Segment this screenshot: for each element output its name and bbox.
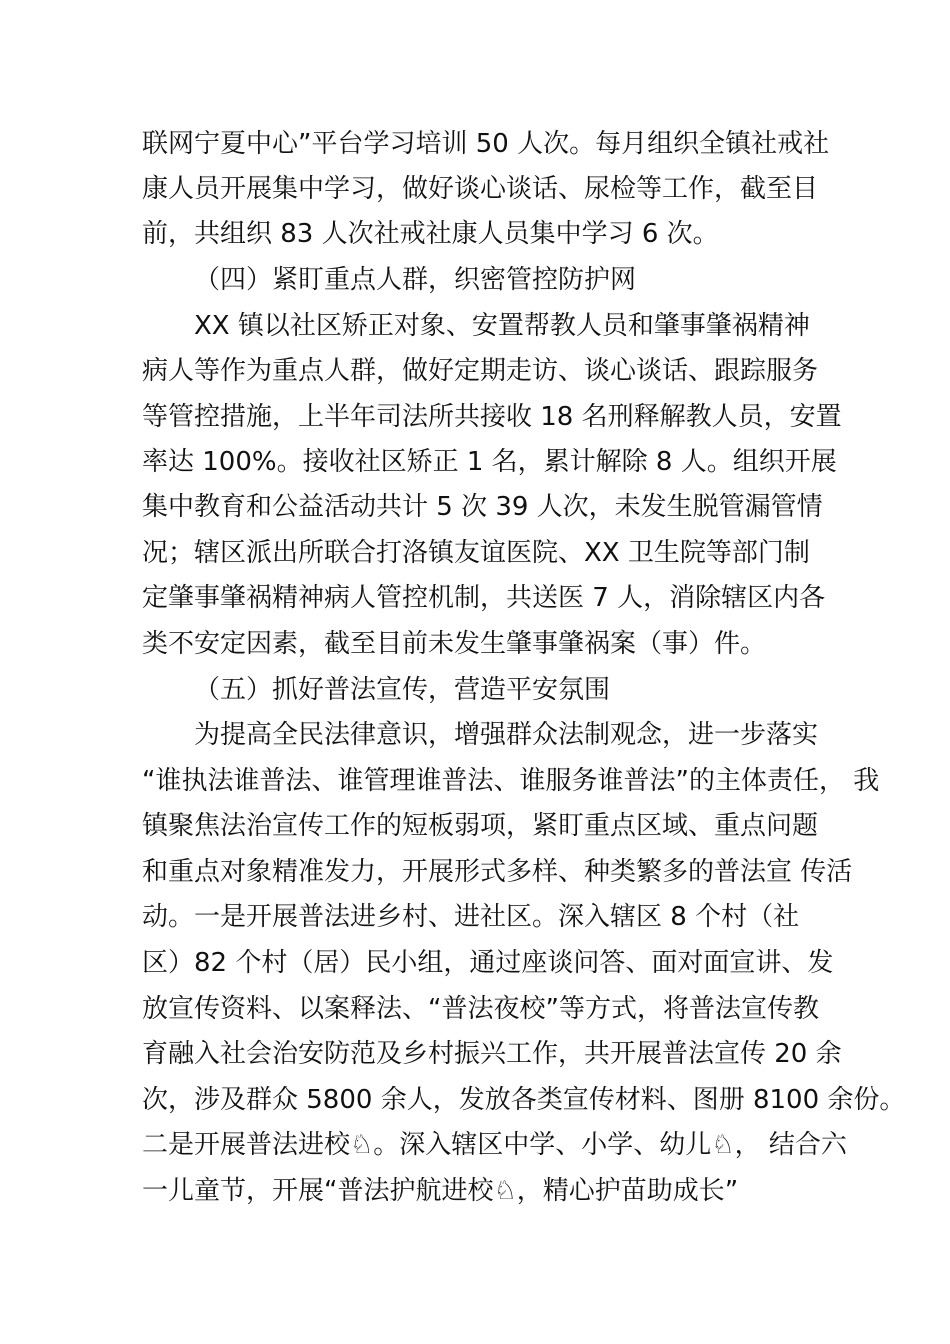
body-line: 为提高全民法律意识，增强群众法制观念，进一步落实 (194, 720, 819, 750)
body-line: 放宣传资料、以案释法、“普法夜校”等方式，将普法宣传教 (142, 994, 819, 1024)
body-line: 区）82 个村（居）民小组，通过座谈问答、面对面宣讲、发 (142, 948, 834, 978)
body-line: 况；辖区派出所联合打洛镇友谊医院、XX 卫生院等部门制 (142, 538, 810, 568)
body-line: 次，涉及群众 5800 余人，发放各类宣传材料、图册 8100 余份。 (142, 1085, 906, 1115)
body-line: XX 镇以社区矫正对象、安置帮教人员和肇事肇祸精神 (194, 311, 810, 341)
section-heading: （五）抓好普法宣传，营造平安氛围 (194, 675, 611, 705)
body-line: 率达 100%。接收社区矫正 1 名，累计解除 8 人。组织开展 (142, 447, 837, 477)
body-line: 前，共组织 83 人次社戒社康人员集中学习 6 次。 (142, 219, 719, 249)
body-line: 病人等作为重点人群，做好定期走访、谈心谈话、跟踪服务 (142, 356, 819, 386)
body-line: 康人员开展集中学习，做好谈心谈话、尿检等工作，截至目 (142, 174, 819, 204)
body-line: 镇聚焦法治宣传工作的短板弱项，紧盯重点区域、重点问题 (142, 811, 819, 841)
section-heading: （四）紧盯重点人群，织密管控防护网 (194, 265, 637, 295)
body-line: 二是开展普法进校♘。深入辖区中学、小学、幼儿♘， 结合六 (142, 1130, 847, 1160)
body-line: 等管控措施，上半年司法所共接收 18 名刑释解教人员，安置 (142, 402, 842, 432)
body-line: 类不安定因素，截至目前未发生肇事肇祸案（事）件。 (142, 629, 767, 659)
body-line: 动。一是开展普法进乡村、进社区。深入辖区 8 个村（社 (142, 902, 800, 932)
body-line: 一儿童节，开展“普法护航进校♘，精心护苗助成长” (142, 1176, 739, 1206)
body-line: 联网宁夏中心”平台学习培训 50 人次。每月组织全镇社戒社 (142, 129, 830, 159)
body-line: 和重点对象精准发力，开展形式多样、种类繁多的普法宣 传活 (142, 857, 853, 887)
body-line: “谁执法谁普法、谁管理谁普法、谁服务谁普法”的主体责任， 我 (142, 766, 880, 796)
body-line: 育融入社会治安防范及乡村振兴工作，共开展普法宣传 20 余 (142, 1039, 842, 1069)
body-line: 定肇事肇祸精神病人管控机制，共送医 7 人，消除辖区内各 (142, 583, 826, 613)
body-line: 集中教育和公益活动共计 5 次 39 人次，未发生脱管漏管情 (142, 492, 823, 522)
